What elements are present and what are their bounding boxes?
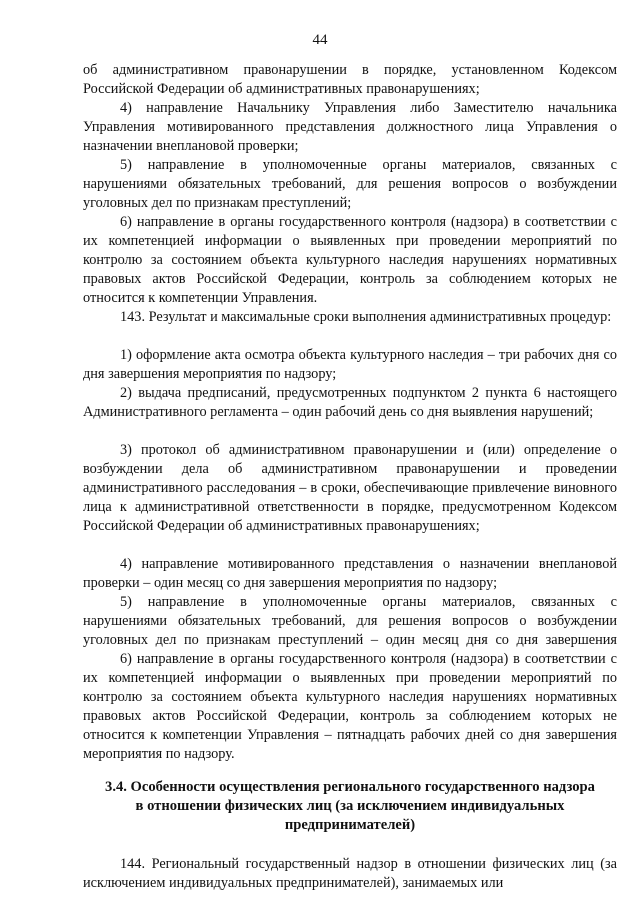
- page-number: 44: [312, 32, 328, 48]
- paragraph-143-item-1: 1) оформление акта осмотра объекта культурного наследия – три рабочих дня со дня завершения мероприятия по надзору;: [83, 347, 617, 382]
- document-body: [83, 61, 617, 893]
- paragraph-item-4: 4) направление Начальнику Управления либо Заместителю начальника Управления мотивированного представления должностного лица Управления о назначении внеплановой проверки;: [83, 100, 617, 154]
- paragraph-continuation: об административном правонарушении в порядке, установленном Кодексом Российской Федерации об административных правонарушениях;: [83, 62, 617, 97]
- paragraph-143-item-3: 3) протокол об административном правонарушении и (или) определение о возбуждении дела об административном правонарушении и проведении административного расследования – в сроки, обеспечивающие привлечение виновного лица к административной ответственности в порядке, предусмотренном Кодексом Российской Федерации об административных правонарушениях;: [83, 442, 617, 534]
- paragraph-item-6: 6) направление в органы государственного контроля (надзора) в соответствии с их компетенцией информации о выявленных при проведении мероприятий по контролю за состоянием объекта культурного наследия нарушениях нормативных правовых актов Российской Федерации, контроль за соблюдением которых не относится к компетенции Управления.: [83, 214, 617, 306]
- paragraph-143: 143. Результат и максимальные сроки выполнения административных процедур:: [120, 309, 612, 325]
- paragraph-143-item-6: 6) направление в органы государственного контроля (надзора) в соответствии с их компетенцией информации о выявленных при проведении мероприятий по контролю за состоянием объекта культурного наследия нарушениях нормативных правовых актов Российской Федерации, контроль за соблюдением которых не относится к компетенции Управления – пятнадцать рабочих дней со дня завершения мероприятия по надзору.: [83, 651, 617, 762]
- paragraph-143-item-4: 4) направление мотивированного представления о назначении внеплановой проверки – один месяц со дня завершения мероприятия по надзору;: [83, 556, 617, 591]
- paragraph-143-item-2: 2) выдача предписаний, предусмотренных подпунктом 2 пункта 6 настоящего Административного регламента – один рабочий день со дня выявления нарушений;: [83, 385, 617, 420]
- paragraph-item-5: 5) направление в уполномоченные органы материалов, связанных с нарушениями обязательных требований, для решения вопросов о возбуждении уголовных дел по признакам преступлений;: [83, 157, 617, 211]
- paragraph-143-item-5: 5) направление в уполномоченные органы материалов, связанных с нарушениями обязательных требований, для решения вопросов о возбуждении уголовных дел по признакам преступлений – один месяц дня со дня завершения: [83, 594, 617, 648]
- section-heading: 3.4. Особенности осуществления регионального государственного надзора в отношении физических лиц (за исключением индивидуальных предпринимателей): [105, 779, 595, 833]
- paragraph-144: 144. Региональный государственный надзор в отношении физических лиц (за исключением индивидуальных предпринимателей), занимаемых или: [83, 856, 617, 891]
